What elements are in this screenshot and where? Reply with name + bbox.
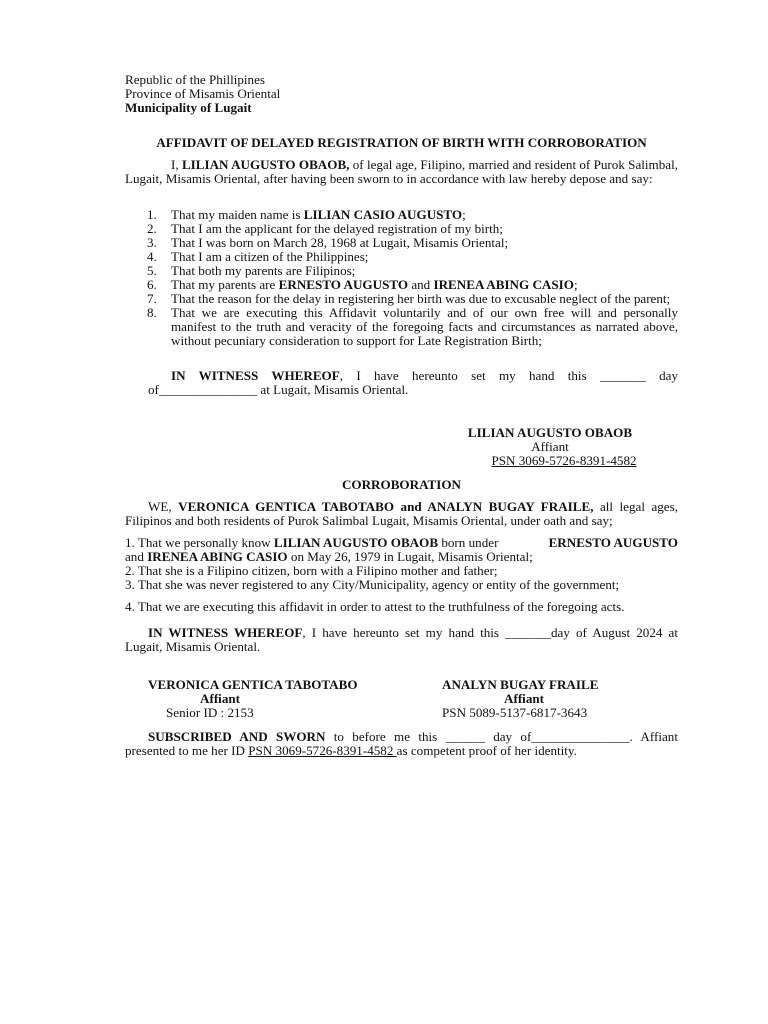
item-text: That the reason for the delay in registering her birth was due to excusable neglect of the parent; bbox=[171, 291, 671, 306]
item-number: 6. bbox=[147, 277, 157, 292]
item-text: That I am a citizen of the Philippines; bbox=[171, 249, 369, 264]
item-text: and bbox=[125, 549, 148, 564]
corroboration-items bbox=[125, 536, 678, 592]
affiant-left-block bbox=[148, 678, 358, 720]
corroboration-names: VERONICA GENTICA TABOTABO and ANALYN BUGAY FRAILE, bbox=[178, 499, 594, 514]
witness-bold-2: IN WITNESS WHEREOF bbox=[148, 625, 303, 640]
witness-paragraph-1 bbox=[148, 369, 678, 397]
affiant-left-name: VERONICA GENTICA TABOTABO bbox=[148, 677, 358, 692]
affiant-right-id: PSN 5089-5137-6817-3643 bbox=[442, 705, 588, 720]
subscribed-bold: SUBSCRIBED AND SWORN bbox=[148, 729, 326, 744]
affiant-id: PSN 3069-5726-8391-4582 bbox=[491, 453, 637, 468]
item-number: 4. bbox=[147, 249, 157, 264]
witness-text-1: , I have hereunto set my hand this _______ day of_______________ at Lugait, Misamis Oriental. bbox=[148, 368, 678, 397]
item-bold-text: LILIAN CASIO AUGUSTO bbox=[303, 207, 463, 222]
item-number: 2. bbox=[147, 221, 157, 236]
item-number: 5. bbox=[147, 263, 157, 278]
document-title: AFFIDAVIT OF DELAYED REGISTRATION OF BIRTH WITH CORROBORATION bbox=[156, 135, 647, 150]
header-municipality: Municipality of Lugait bbox=[125, 100, 252, 115]
affiant-name: LILIAN AUGUSTO OBAOB bbox=[467, 425, 633, 440]
list-item bbox=[125, 306, 678, 348]
list-item bbox=[125, 292, 678, 306]
item-text: That we are executing this Affidavit voluntarily and of our own free will and personally manifest to the truth and veracity of the foregoing facts and circumstances as narrated above, without pecuniary consideration to support for Late Registration Birth; bbox=[171, 305, 678, 348]
item-text: That my maiden name is bbox=[171, 207, 304, 222]
document-header bbox=[125, 73, 280, 115]
item-number: 7. bbox=[147, 291, 157, 306]
affiant-id-row bbox=[440, 454, 660, 468]
item-bold-text: ERNESTO AUGUSTO bbox=[548, 535, 678, 550]
item-number: 1. bbox=[147, 207, 157, 222]
item-bold-text: LILIAN AUGUSTO OBAOB bbox=[273, 535, 439, 550]
corroboration-item-4: 4. That we are executing this affidavit in order to attest to the truthfulness of the foregoing acts. bbox=[125, 599, 625, 614]
affiant-right-block bbox=[442, 678, 598, 720]
item-number: 8. bbox=[147, 305, 157, 320]
subscribed-text-2: as competent proof of her identity. bbox=[396, 743, 577, 758]
intro-text: of legal age, Filipino, married and resident of Purok Salimbal, Lugait, Misamis Oriental, after having been sworn to in accordance with law hereby depose and say: bbox=[125, 157, 678, 186]
affiant-right-name: ANALYN BUGAY FRAILE bbox=[442, 677, 599, 692]
list-item bbox=[125, 278, 678, 292]
affiant-left-id: Senior ID : 2153 bbox=[166, 705, 254, 720]
corroboration-item-2: 2. That she is a Filipino citizen, born with a Filipino mother and father; bbox=[125, 563, 498, 578]
witness-bold-1: IN WITNESS WHEREOF bbox=[171, 368, 340, 383]
intro-paragraph bbox=[125, 158, 678, 186]
item-bold-text: ERNESTO AUGUSTO bbox=[278, 277, 409, 292]
subscribed-paragraph bbox=[125, 730, 678, 758]
corroboration-item-3: 3. That she was never registered to any City/Municipality, agency or entity of the government; bbox=[125, 577, 620, 592]
item-text: on May 26, 1979 in Lugait, Misamis Oriental; bbox=[287, 549, 533, 564]
item-text: and bbox=[408, 277, 434, 292]
item-text: That I was born on March 28, 1968 at Lugait, Misamis Oriental; bbox=[171, 235, 509, 250]
item-text: ; bbox=[462, 207, 466, 222]
corroboration-item-1 bbox=[125, 536, 678, 564]
item-bold-text: IRENEA ABING CASIO bbox=[147, 549, 288, 564]
affiant-signature-block bbox=[440, 426, 660, 468]
subscribed-text-1: to before me this ______ day of_______________. Affiant presented to me her ID bbox=[125, 729, 678, 758]
item-number: 3. bbox=[147, 235, 157, 250]
item-text: 1. That we personally know bbox=[125, 535, 274, 550]
header-republic: Republic of the Phillipines bbox=[125, 72, 266, 87]
list-item bbox=[125, 264, 678, 278]
item-text: That both my parents are Filipinos; bbox=[171, 263, 356, 278]
item-text: That my parents are bbox=[171, 277, 279, 292]
witness-text-2: , I have hereunto set my hand this _______day of August 2024 at Lugait, Misamis Oriental. bbox=[125, 625, 679, 654]
item-text: born under bbox=[438, 535, 499, 550]
corroboration-paragraph bbox=[125, 500, 678, 528]
corroboration-text: all legal ages, Filipinos and both residents of Purok Salimbal Lugait, Misamis Oriental, under oath and say; bbox=[125, 499, 678, 528]
affiant-left-role: Affiant bbox=[200, 691, 241, 706]
header-province: Province of Misamis Oriental bbox=[125, 86, 281, 101]
item-text: That I am the applicant for the delayed registration of my birth; bbox=[171, 221, 503, 236]
item-text: ; bbox=[573, 277, 578, 292]
witness-paragraph-2 bbox=[125, 626, 678, 654]
subscribed-id: PSN 3069-5726-8391-4582 bbox=[248, 743, 397, 758]
intro-name: LILIAN AUGUSTO OBAOB, bbox=[181, 157, 350, 172]
item-bold-text: IRENEA ABING CASIO bbox=[433, 277, 574, 292]
list-item bbox=[125, 250, 678, 264]
affidavit-items bbox=[125, 208, 678, 348]
list-item bbox=[125, 222, 678, 236]
corroboration-heading: CORROBORATION bbox=[341, 477, 462, 492]
corroboration-prefix: WE, bbox=[148, 499, 179, 514]
intro-prefix: I, bbox=[171, 157, 182, 172]
list-item bbox=[125, 236, 678, 250]
affiant-role: Affiant bbox=[531, 439, 569, 454]
affiant-right-role: Affiant bbox=[504, 691, 545, 706]
list-item bbox=[125, 208, 678, 222]
